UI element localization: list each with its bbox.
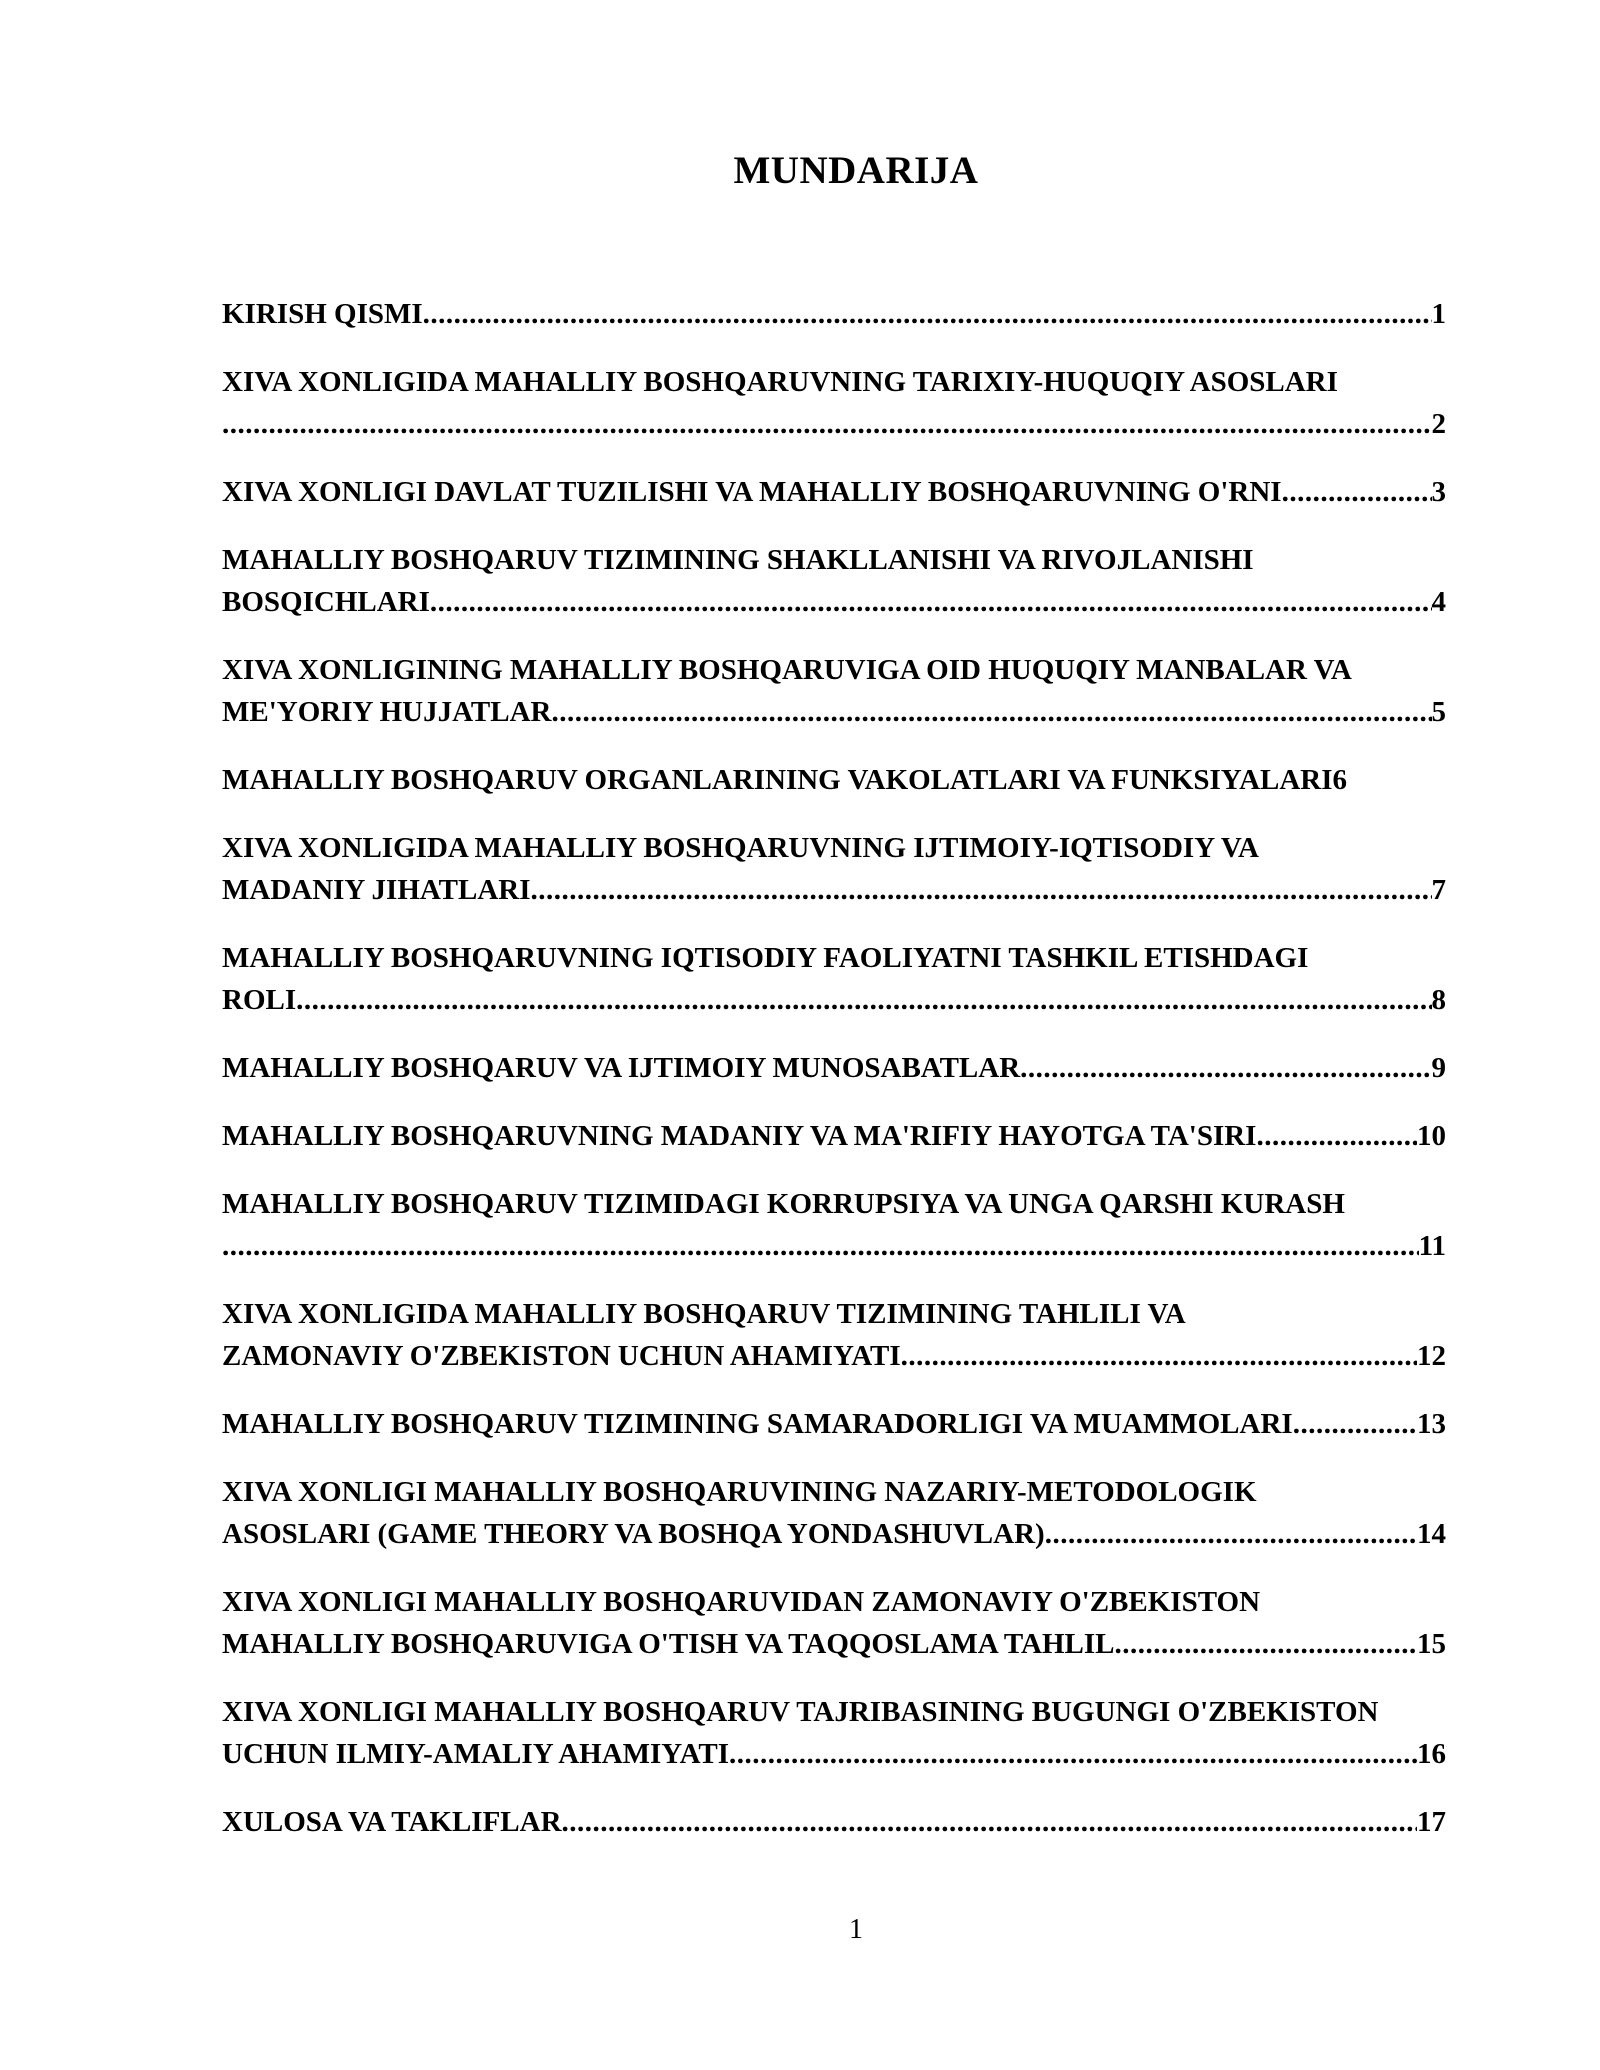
toc-page-number: 2 <box>1431 408 1446 440</box>
toc-entry[interactable] <box>222 1047 1446 1089</box>
toc-entry-title: ASOSLARI (GAME THEORY VA BOSHQA YONDASHUVLAR) <box>222 1518 1045 1550</box>
toc-entry[interactable] <box>222 1183 1446 1267</box>
toc-entry-title: BOSQICHLARI <box>222 586 430 618</box>
toc-page-number: 12 <box>1417 1340 1446 1372</box>
toc-page-number: 9 <box>1431 1052 1446 1084</box>
toc-entry[interactable] <box>222 471 1446 513</box>
toc-entry[interactable] <box>222 1581 1446 1665</box>
toc-entry-title: MAHALLIY BOSHQARUV TIZIMIDAGI KORRUPSIYA VA UNGA QARSHI KURASH <box>222 1188 1345 1220</box>
toc-entry-title: XULOSA VA TAKLIFLAR <box>222 1806 562 1838</box>
toc-entry[interactable] <box>222 1403 1446 1445</box>
toc-entry-title: MAHALLIY BOSHQARUV ORGANLARINING VAKOLATLARI VA FUNKSIYALARI <box>222 764 1333 796</box>
page-title: MUNDARIJA <box>733 149 979 192</box>
toc-dot-leader <box>1256 1115 1417 1157</box>
toc-entry-title: XIVA XONLIGI MAHALLIY BOSHQARUVIDAN ZAMONAVIY O'ZBEKISTON <box>222 1586 1261 1618</box>
toc-entry-title: MAHALLIY BOSHQARUVIGA O'TISH VA TAQQOSLAMA TAHLIL <box>222 1628 1115 1660</box>
toc-entry-title: ME'YORIY HUJJATLAR <box>222 696 552 728</box>
toc-entry[interactable] <box>222 361 1446 445</box>
toc-dot-leader <box>901 1335 1417 1377</box>
toc-entry[interactable] <box>222 1115 1446 1157</box>
toc-page-number: 4 <box>1431 586 1446 618</box>
toc-dot-leader <box>729 1733 1417 1775</box>
toc-entry-title: XIVA XONLIGIDA MAHALLIY BOSHQARUVNING TARIXIY-HUQUQIY ASOSLARI <box>222 366 1338 398</box>
toc-entry-title: XIVA XONLIGI MAHALLIY BOSHQARUVINING NAZARIY-METODOLOGIK <box>222 1476 1257 1508</box>
toc-entry-title: MAHALLIY BOSHQARUV TIZIMINING SAMARADORLIGI VA MUAMMOLARI <box>222 1408 1293 1440</box>
toc-entry[interactable] <box>222 293 1446 335</box>
toc-entry-title: MADANIY JIHATLARI <box>222 874 531 906</box>
toc-dot-leader <box>1045 1513 1417 1555</box>
toc-entry[interactable] <box>222 1691 1446 1775</box>
toc-entry-title: MAHALLIY BOSHQARUVNING IQTISODIY FAOLIYATNI TASHKIL ETISHDAGI <box>222 942 1309 974</box>
toc-entry-title: XIVA XONLIGIDA MAHALLIY BOSHQARUVNING IJTIMOIY-IQTISODIY VA <box>222 832 1259 864</box>
toc-entry-title: MAHALLIY BOSHQARUVNING MADANIY VA MA'RIFIY HAYOTGA TA'SIRI <box>222 1120 1257 1152</box>
toc-page-number: 8 <box>1431 984 1446 1016</box>
toc-page-number: 10 <box>1417 1120 1446 1152</box>
toc-page-number: 7 <box>1431 874 1446 906</box>
toc-page-number: 1 <box>1431 298 1446 330</box>
toc-entry[interactable] <box>222 539 1446 623</box>
toc-entry-title: UCHUN ILMIY-AMALIY AHAMIYATI <box>222 1738 730 1770</box>
toc-entry-title: XIVA XONLIGI DAVLAT TUZILISHI VA MAHALLIY BOSHQARUVNING O'RNI <box>222 476 1282 508</box>
toc-entry[interactable] <box>222 649 1446 733</box>
toc-entry[interactable] <box>222 759 1446 801</box>
toc-page-number: 11 <box>1418 1230 1446 1262</box>
table-of-contents <box>222 293 1446 1869</box>
toc-page-number: 6 <box>1332 764 1348 796</box>
toc-entry[interactable] <box>222 1801 1446 1843</box>
toc-page-number: 17 <box>1417 1806 1446 1838</box>
toc-entry[interactable] <box>222 827 1446 911</box>
page-number: 1 <box>849 1914 863 1945</box>
toc-entry-title: MAHALLIY BOSHQARUV TIZIMINING SHAKLLANISHI VA RIVOJLANISHI <box>222 544 1254 576</box>
toc-dot-leader <box>1293 1403 1417 1445</box>
toc-entry-title: MAHALLIY BOSHQARUV VA IJTIMOIY MUNOSABATLAR <box>222 1052 1021 1084</box>
toc-entry-title: XIVA XONLIGI MAHALLIY BOSHQARUV TAJRIBASINING BUGUNGI O'ZBEKISTON <box>222 1696 1379 1728</box>
toc-entry[interactable] <box>222 1471 1446 1555</box>
toc-entry-title: XIVA XONLIGIDA MAHALLIY BOSHQARUV TIZIMINING TAHLILI VA <box>222 1298 1186 1330</box>
toc-page-number: 13 <box>1417 1408 1446 1440</box>
toc-page-number: 3 <box>1431 476 1446 508</box>
toc-entry-title: ZAMONAVIY O'ZBEKISTON UCHUN AHAMIYATI <box>222 1340 901 1372</box>
toc-dot-leader <box>423 293 1432 335</box>
toc-page-number: 16 <box>1417 1738 1446 1770</box>
toc-dot-leader <box>222 1225 1419 1267</box>
toc-dot-leader <box>531 869 1432 911</box>
toc-page-number: 14 <box>1417 1518 1446 1550</box>
toc-dot-leader <box>430 581 1432 623</box>
toc-entry-title: XIVA XONLIGINING MAHALLIY BOSHQARUVIGA OID HUQUQIY MANBALAR VA <box>222 654 1352 686</box>
toc-page-number: 15 <box>1417 1628 1446 1660</box>
toc-entry-title: KIRISH QISMI <box>222 298 423 330</box>
toc-dot-leader <box>551 691 1431 733</box>
toc-dot-leader <box>222 403 1432 445</box>
toc-dot-leader <box>296 979 1431 1021</box>
toc-dot-leader <box>1282 471 1432 513</box>
toc-entry[interactable] <box>222 937 1446 1021</box>
toc-dot-leader <box>1115 1623 1417 1665</box>
toc-page-number: 5 <box>1431 696 1446 728</box>
toc-entry[interactable] <box>222 1293 1446 1377</box>
toc-entry-title: ROLI <box>222 984 297 1016</box>
toc-dot-leader <box>562 1801 1417 1843</box>
toc-dot-leader <box>1020 1047 1431 1089</box>
